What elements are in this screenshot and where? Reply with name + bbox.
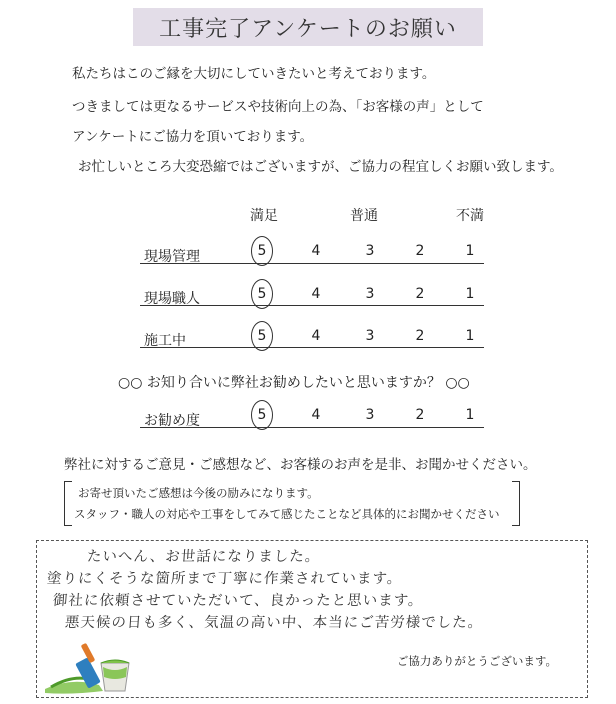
paint-bucket-brush-icon [41, 637, 141, 695]
rating-3[interactable]: 3 [365, 243, 375, 259]
rating-4[interactable]: 4 [311, 328, 321, 344]
intro-line-1: 私たちはこのご縁を大切にしていきたいと考えております。 [72, 66, 436, 82]
page-title-text: 工事完了アンケートのお願い [159, 16, 457, 42]
rating-3[interactable]: 3 [365, 407, 375, 423]
rating-2[interactable]: 2 [415, 328, 425, 344]
intro-line-3: アンケートにご協力を頂いております。 [72, 129, 314, 145]
rating-5[interactable]: 5 [257, 328, 267, 344]
comment-answer-area[interactable] [36, 540, 588, 698]
rating-3[interactable]: 3 [365, 286, 375, 302]
right-bracket [512, 481, 520, 526]
handwritten-line-4: 悪天候の日も多く、気温の高い中、本当にご苦労様でした。 [64, 615, 484, 631]
page-title [133, 8, 483, 46]
rating-5[interactable]: 5 [257, 407, 267, 423]
intro-line-2: つきましては更なるサービスや技術向上の為、「お客様の声」として [72, 99, 484, 115]
row-label-site-craftsmen: 現場職人 [144, 291, 200, 307]
handwritten-line-3: 御社に依頼させていただいて、良かったと思います。 [52, 593, 425, 609]
row-label-site-management: 現場管理 [144, 249, 200, 265]
rating-5[interactable]: 5 [257, 286, 267, 302]
handwritten-line-1: たいへん、お世話になりました。 [86, 549, 321, 565]
rating-1[interactable]: 1 [465, 243, 475, 259]
note-line-2: スタッフ・職人の対応や工事をしてみて感じたことなど具体的にお聞かせください [74, 507, 500, 521]
note-box [64, 481, 520, 528]
recommend-question: ○○ お知り合いに弊社お勧めしたいと思いますか？ ○○ [118, 375, 470, 391]
note-line-1: お寄せ頂いたご感想は今後の励みになります。 [78, 486, 319, 500]
row-underline [140, 263, 484, 264]
rating-4[interactable]: 4 [311, 243, 321, 259]
rating-4[interactable]: 4 [311, 407, 321, 423]
row-underline [140, 427, 484, 428]
row-label-recommend: お勧め度 [144, 413, 200, 429]
rating-1[interactable]: 1 [465, 407, 475, 423]
scale-header-satisfied: 満足 [250, 208, 278, 224]
rating-5[interactable]: 5 [257, 243, 267, 259]
left-bracket [64, 481, 72, 526]
row-underline [140, 347, 484, 348]
scale-header-dissatisfied: 不満 [456, 208, 484, 224]
row-label-during-construction: 施工中 [144, 333, 186, 349]
rating-4[interactable]: 4 [311, 286, 321, 302]
rating-2[interactable]: 2 [415, 243, 425, 259]
scale-header-neutral: 普通 [350, 208, 378, 224]
rating-1[interactable]: 1 [465, 328, 475, 344]
intro-line-4: お忙しいところ大変恐縮ではございますが、ご協力の程宜しくお願い致します。 [78, 159, 563, 175]
handwritten-line-2: 塗りにくそうな箇所まで丁寧に作業されています。 [46, 571, 403, 587]
rating-2[interactable]: 2 [415, 286, 425, 302]
rating-2[interactable]: 2 [415, 407, 425, 423]
row-underline [140, 305, 484, 306]
rating-1[interactable]: 1 [465, 286, 475, 302]
rating-3[interactable]: 3 [365, 328, 375, 344]
comment-prompt: 弊社に対するご意見・ご感想など、お客様のお声を是非、お聞かせください。 [64, 457, 537, 473]
thanks-message: ご協力ありがとうございます。 [396, 654, 557, 668]
